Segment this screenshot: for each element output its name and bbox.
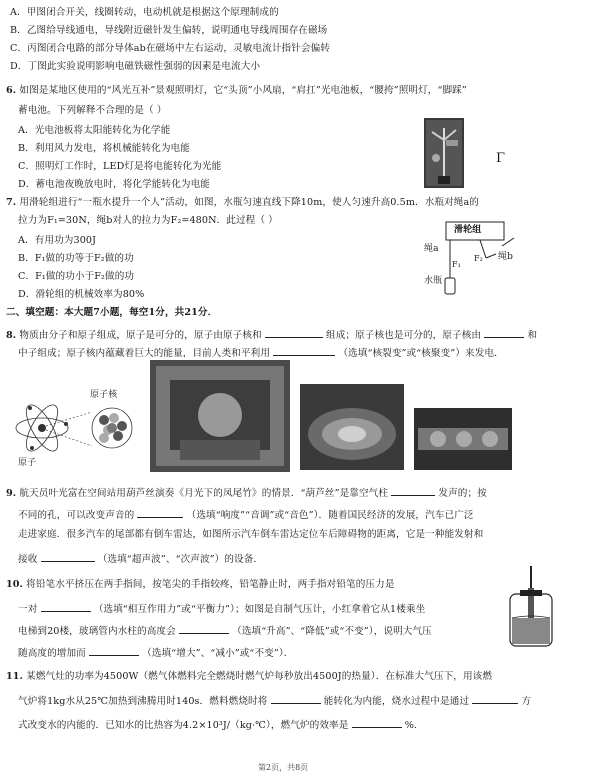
q6-stem-line1 — [6, 84, 467, 98]
q5-option-b: B．乙图给导线通电，导线附近磁针发生偏转，说明通电导线周围存在磁场 — [10, 25, 328, 36]
q5-option-a: A．甲图闭合开关，线圈转动，电动机就是根据这个原理制成的 — [10, 7, 279, 18]
q8-blank-2[interactable] — [484, 326, 524, 338]
q9-line4 — [18, 550, 263, 567]
q7-option-b: B．F₁做的功等于F₂做的功 — [18, 253, 134, 264]
rope-b-label: 绳b — [498, 252, 513, 262]
q9-number: 9. — [6, 488, 17, 499]
q10-number: 10. — [6, 579, 23, 590]
q10-line3 — [18, 622, 432, 639]
rope-a-label: 绳a — [424, 244, 439, 254]
q8-number: 8. — [6, 330, 17, 341]
section-fill-in-heading: 二、填空题：本大题7小题，每空1分，共21分． — [6, 307, 218, 318]
q9-line2 — [18, 506, 474, 523]
q8-text-2a: 中子组成；原子核内蕴藏着巨大的能量，目前人类和平利用 — [18, 348, 271, 359]
q10-line2 — [18, 600, 425, 617]
q8-line1 — [6, 326, 537, 343]
barometer-figure — [504, 564, 558, 648]
q6-stem1: 如图是某地区使用的“风光互补”景观照明灯，它“头顶”小风扇，“肩扛”光电池板，“腰挎”照明灯，“脚踩” — [19, 85, 467, 96]
q10-text-2b: （选填“相互作用力”或“平衡力”）；如图是自制气压计，小红拿着它从1楼乘坐 — [93, 604, 426, 615]
q10-text-3a: 电梯到20楼，玻璃管内水柱的高度会 — [18, 626, 176, 637]
q9-line3: 走进家庭．很多汽车的尾部都有倒车雷达，如图所示汽车倒车雷达定位车后障碍物的距离，它是一种能发射和 — [18, 529, 484, 540]
q6-option-d: D．蓄电池夜晚放电时，将化学能转化为电能 — [18, 179, 210, 190]
q6-figure-mark: Γ — [496, 151, 506, 166]
q9-text-4a: 接收 — [18, 554, 38, 565]
q11-text-3b: %. — [404, 720, 418, 731]
q8-line2 — [18, 344, 504, 361]
q11-text-2b: 能转化为内能，烧水过程中是通过 — [323, 696, 470, 707]
q8-blank-3[interactable] — [273, 344, 335, 356]
q11-blank-1[interactable] — [271, 692, 321, 704]
q10-text-1: 将铅笔水平挤压在两手指间，按笔尖的手指较疼，铅笔静止时，两手指对铅笔的压力是 — [26, 579, 395, 590]
q6-option-a: A．光电池板将太阳能转化为化学能 — [18, 125, 171, 136]
q10-text-2a: 一对 — [18, 604, 38, 615]
q9-text-2a: 不同的孔，可以改变声音的 — [18, 510, 135, 521]
street-lamp-photo — [424, 118, 464, 188]
q11-line1 — [6, 670, 492, 684]
q11-text-2a: 气炉将1kg水从25℃加热到沸腾用时140s．燃料燃烧时将 — [18, 696, 268, 707]
q11-line3 — [18, 716, 417, 733]
f2-label: F₂ — [474, 254, 483, 263]
q7-stem-line2: 拉力为F₁=30N，绳b对人的拉力为F₂=480N．此过程（ ） — [18, 215, 278, 226]
q10-blank-3[interactable] — [89, 644, 139, 656]
q8-blank-1[interactable] — [265, 326, 323, 338]
q7-option-c: C．F₁做的功小于F₂做的功 — [18, 271, 135, 282]
q9-text-2b: （选填“响度”“音调”或“音色”）．随着国民经济的发展，汽车已广泛 — [186, 510, 474, 521]
q10-text-4b: （选填“增大”、“减小”或“不变”）． — [142, 648, 294, 659]
q8-text-2b: （选填“核裂变”或“核聚变”）来发电． — [338, 348, 504, 359]
q11-text-1: 某燃气灶的功率为4500W（燃气体燃料完全燃烧时燃气炉每秒放出4500J的热量）．在标准大气压下，用该燃 — [26, 671, 493, 682]
atom-label: 原子 — [18, 458, 37, 468]
f1-label: F₁ — [452, 260, 461, 269]
nucleus-label: 原子核 — [90, 390, 118, 400]
q11-blank-3[interactable] — [352, 716, 402, 728]
atom-diagram — [12, 388, 142, 470]
q9-blank-2[interactable] — [137, 506, 183, 518]
q11-line2 — [18, 692, 531, 709]
nuclear-photo-2 — [300, 384, 404, 470]
pulley-figure — [420, 218, 540, 298]
q6-number: 6. — [6, 85, 17, 96]
q10-text-3b: （选填“升高”、“降低”或“不变”），说明大气压 — [232, 626, 432, 637]
q6-option-b: B．利用风力发电，将机械能转化为电能 — [18, 143, 190, 154]
q9-text-1b: 发声的；按 — [438, 488, 487, 499]
q7-stem-line1 — [6, 196, 479, 210]
q10-line4 — [18, 644, 293, 661]
q9-line1 — [6, 484, 487, 501]
q7-option-d: D．滑轮组的机械效率为80% — [18, 289, 145, 300]
q5-option-c: C．丙图闭合电路的部分导体ab在磁场中左右运动，灵敏电流计指针会偏转 — [10, 43, 331, 54]
q10-blank-2[interactable] — [179, 622, 229, 634]
q7-stem1: 用滑轮组进行“一瓶水提升一个人”活动，如图，水瓶匀速直线下降10m，使人匀速升高0.5m．水瓶对绳a的 — [19, 197, 480, 208]
q8-text-1c: 和 — [527, 330, 538, 341]
q8-text-1a: 物质由分子和原子组成，原子是可分的，原子由原子核和 — [19, 330, 262, 341]
q6-option-c: C．照明灯工作时，LED灯是将电能转化为光能 — [18, 161, 222, 172]
q7-option-a: A．有用功为300J — [18, 235, 97, 246]
q10-blank-1[interactable] — [41, 600, 91, 612]
q9-text-4b: （选填“超声波”、“次声波”）的设备． — [97, 554, 264, 565]
q6-stem-line2: 蓄电池。下列解释不合理的是（ ） — [18, 105, 167, 116]
q9-text-1a: 航天员叶光富在空间站用葫芦丝演奏《月光下的凤尾竹》的情景．“葫芦丝”是靠空气柱 — [19, 488, 389, 499]
q11-text-3a: 式改变水的内能的．已知水的比热容为4.2×10³J/（kg·℃），燃气炉的效率是 — [18, 720, 349, 731]
nuclear-photo-1 — [150, 360, 290, 472]
page-footer: 第2页，共8页 — [258, 763, 309, 772]
q8-text-1b: 组成；原子核也是可分的，原子核由 — [326, 330, 482, 341]
q5-option-d: D．丁图此实验说明影响电磁铁磁性强弱的因素是电流大小 — [10, 61, 261, 72]
pulley-label: 滑轮组 — [454, 225, 482, 235]
q7-number: 7. — [6, 197, 17, 208]
q10-line1 — [6, 578, 395, 592]
q11-text-2c: 方 — [521, 696, 532, 707]
nuclear-photo-3 — [414, 408, 512, 470]
q11-number: 11. — [6, 671, 23, 682]
q11-blank-2[interactable] — [472, 692, 518, 704]
q10-text-4a: 随高度的增加而 — [18, 648, 86, 659]
q9-blank-3[interactable] — [41, 550, 95, 562]
bottle-label: 水瓶 — [424, 276, 443, 286]
q9-blank-1[interactable] — [391, 484, 435, 496]
